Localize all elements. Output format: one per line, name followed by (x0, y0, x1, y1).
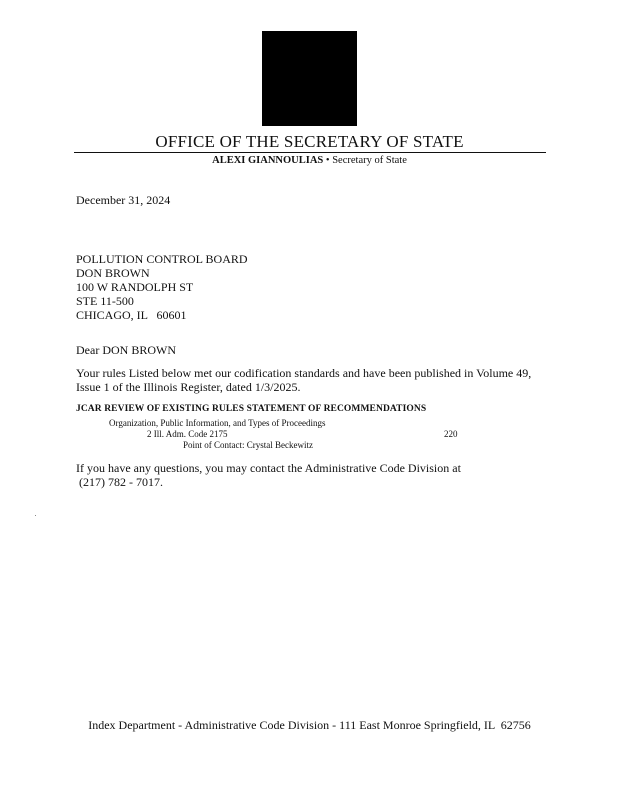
recipient-address (76, 252, 248, 322)
header-subtitle (0, 155, 619, 166)
section-title: JCAR REVIEW OF EXISTING RULES STATEMENT OF RECOMMENDATIONS (76, 404, 427, 414)
address-line: DON BROWN (76, 266, 150, 280)
address-line: STE 11-500 (76, 294, 134, 308)
address-line: CHICAGO, IL 60601 (76, 308, 187, 322)
address-line: POLLUTION CONTROL BOARD (76, 252, 248, 266)
state-seal-image (262, 31, 357, 126)
rule-code: 2 Ill. Adm. Code 2175 (147, 429, 228, 439)
address-line: 100 W RANDOLPH ST (76, 280, 194, 294)
scan-speck (35, 515, 36, 516)
official-title: Secretary of State (332, 155, 407, 166)
header-divider (74, 152, 546, 153)
official-name: ALEXI GIANNOULIAS (212, 155, 324, 166)
rule-contact: Point of Contact: Crystal Beckewitz (183, 440, 313, 450)
rule-heading: Organization, Public Information, and Types of Proceedings (109, 418, 326, 428)
closing-paragraph (76, 461, 546, 489)
phone-number: (217) 782 - 7017. (79, 475, 163, 489)
letter-date: December 31, 2024 (76, 193, 171, 207)
closing-line: If you have any questions, you may contact the Administrative Code Division at (76, 461, 461, 475)
office-title: OFFICE OF THE SECRETARY OF STATE (155, 132, 464, 151)
salutation: Dear DON BROWN (76, 343, 176, 357)
body-paragraph: Your rules Listed below met our codification standards and have been published in Volume 49, Issue 1 of the Illinois Register, dated 1/3/2025. (76, 366, 532, 394)
footer-address: Index Department - Administrative Code Division - 111 East Monroe Springfield, IL 62756 (88, 718, 531, 732)
rule-number: 220 (444, 429, 458, 439)
separator-bullet: • (323, 155, 333, 166)
